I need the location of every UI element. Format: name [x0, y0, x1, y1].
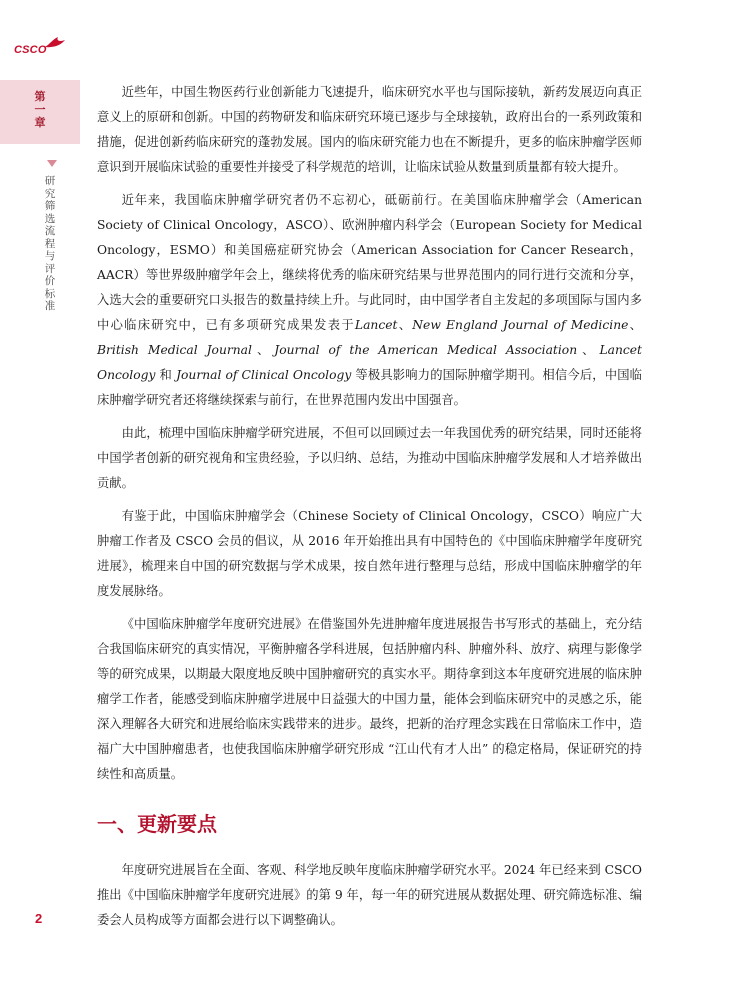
paragraph-6: 年度研究进展旨在全面、客观、科学地反映年度临床肿瘤学研究水平。2024 年已经来到 CSCO 推出《中国临床肿瘤学年度研究进展》的第 9 年，每一年的研究进展从数据处理、研究筛选标准、编委会人员构成等方面都会进行以下调整确认。: [97, 863, 642, 927]
body-text-2: [97, 858, 642, 933]
chapter-char-3: 章: [34, 116, 46, 129]
paragraph-2-start: 近年来，我国临床肿瘤学研究者仍不忘初心，砥砺前行。在美国临床肿瘤学会（American Society of Clinical Oncology，ASCO）、欧洲肿瘤内科学会（European Society for Medical Oncology，ESMO）和美国癌症研究协会（American Association for Cancer Research，AACR）等世界级肿瘤学年会上，继续将优秀的临床研究结果与世界范围内的同行进行交流和分享，入选大会的重要研究口头报告的数量持续上升。与此同时，由中国学者自主发起的多项国际与国内多中心临床研究中，已有多项研究成果发表于: [97, 193, 642, 332]
conjunction-and: 和: [155, 368, 177, 382]
journal-jco: Journal of Clinical Oncology: [176, 368, 352, 382]
csco-logo: [14, 44, 47, 56]
separator-2: 、: [628, 318, 642, 332]
separator-1: 、: [397, 318, 413, 332]
logo-text: CSCO: [14, 44, 47, 56]
page-number: 2: [35, 911, 43, 926]
section-title-vertical: 研究筛选流程与评价标准: [44, 175, 56, 312]
journal-jama: Journal of the American Medical Association: [274, 343, 578, 357]
separator-4: 、: [577, 343, 600, 357]
paragraph-1: 近些年，中国生物医药行业创新能力飞速提升，临床研究水平也与国际接轨，新药发展迈向真正意义上的原研和创新。中国的药物研发和临床研究环境已逐步与全球接轨，政府出台的一系列政策和措施，促进创新药临床研究的蓬勃发展。国内的临床研究能力也在不断提升，更多的临床肿瘤学医师意识到开展临床试验的重要性并接受了科学规范的培训，让临床试验从数量到质量都有较大提升。: [97, 85, 642, 174]
body-text: [97, 80, 642, 795]
paragraph-3: 由此，梳理中国临床肿瘤学研究进展，不但可以回顾过去一年我国优秀的研究结果，同时还能将中国学者创新的研究视角和宝贵经验，予以归纳、总结，为推动中国临床肿瘤学发展和人才培养做出贡献。: [97, 426, 642, 490]
journal-lancet-oncology: Lancet Oncology: [97, 343, 642, 382]
section-marker-icon: [47, 160, 57, 167]
chapter-tab: [0, 80, 80, 144]
separator-3: 、: [251, 343, 275, 357]
paragraph-4: 有鉴于此，中国临床肿瘤学会（Chinese Society of Clinical Oncology，CSCO）响应广大肿瘤工作者及 CSCO 会员的倡议，从 2016 年开始推出具有中国特色的《中国临床肿瘤学年度研究进展》，梳理来自中国的研究数据与学术成果，按自然年进行整理与总结，形成中国临床肿瘤学的年度发展脉络。: [97, 509, 642, 598]
journal-lancet: Lancet: [354, 318, 398, 332]
journal-bmj: British Medical Journal: [97, 343, 252, 357]
paragraph-2-end: 等极具影响力的国际肿瘤学期刊。相信今后，中国临床肿瘤学研究者还将继续探索与前行，在世界范围内发出中国强音。: [97, 368, 642, 407]
journal-nejm: New England Journal of Medicine: [412, 318, 629, 332]
paragraph-5: 《中国临床肿瘤学年度研究进展》在借鉴国外先进肿瘤年度进展报告书写形式的基础上，充分结合我国临床研究的真实情况，平衡肿瘤各学科进展，包括肿瘤内科、肿瘤外科、放疗、病理与影像学等的研究成果，以期最大限度地反映中国肿瘤研究的真实水平。期待拿到这本年度研究进展的临床肿瘤学工作者，能感受到临床肿瘤学进展中日益强大的中国力量，能体会到临床研究中的灵感之乐，能深入理解各大研究和进展给临床实践带来的进步。最终，把新的治疗理念实践在日常临床工作中，造福广大中国肿瘤患者，也使我国临床肿瘤学研究形成 “江山代有才人出” 的稳定格局，保证研究的持续性和高质量。: [97, 617, 642, 781]
section-heading: 一、更新要点: [97, 812, 217, 836]
logo-bird-icon: [44, 35, 66, 49]
paragraph-2: [97, 188, 642, 413]
chapter-char-1: 第: [34, 90, 46, 103]
chapter-char-2: 一: [34, 103, 46, 116]
